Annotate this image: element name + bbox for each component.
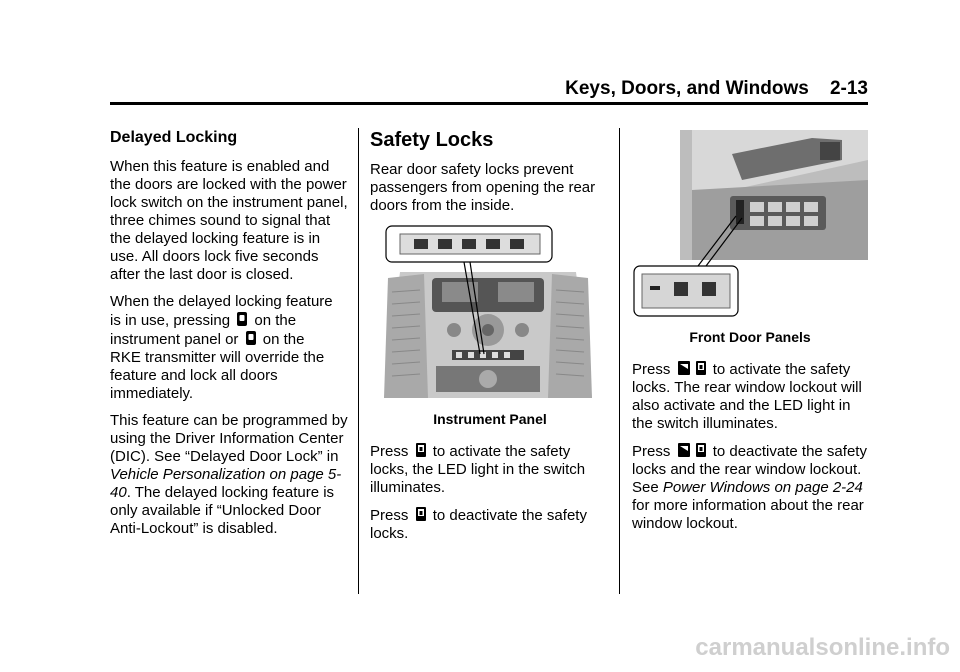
section-heading-safety-locks: Safety Locks [370, 129, 494, 151]
header-title: Keys, Doors, and Windows 2-13 [565, 78, 868, 99]
paragraph: Press to activate the safety locks, the LED light in the switch illuminates. [370, 443, 586, 496]
paragraph: When the delayed locking feature is in use, pressing on the instrument panel or on the RKE transmitter will override the feature and lock all doors immediately. [110, 293, 333, 402]
paragraph: This feature can be programmed by using the Driver Information Center (DIC). See “Delayed Door Lock” in Vehicle Personalization on page 5-40. The delayed locking feature is only available if “Unlocked Door Anti-Lockout” is disabled. [110, 412, 348, 537]
paragraph: Rear door safety locks prevent passengers from opening the rear doors from the inside. [370, 161, 596, 214]
cross-reference[interactable]: Vehicle Personalization on page 5-40 [110, 466, 342, 501]
column-divider-2 [619, 128, 620, 594]
safety-lock-icon [695, 360, 707, 376]
left-column [110, 128, 350, 547]
safety-lock-icon [415, 506, 427, 522]
lock-icon [236, 311, 248, 327]
front-door-panel-illustration [632, 130, 868, 320]
safety-lock-icon [415, 442, 427, 458]
paragraph: Press to activate the safety locks. The rear window lockout will also activate and the LED light in the switch illuminates. [632, 361, 862, 432]
page-number: 2-13 [829, 78, 868, 99]
paragraph: Press to deactivate the safety locks. [370, 507, 587, 542]
cross-reference[interactable]: Power Windows on page 2-24 [662, 479, 863, 496]
section-heading-delayed-locking: Delayed Locking [110, 129, 238, 146]
right-column [632, 328, 868, 542]
paragraph: Press to deactivate the safety locks and the rear window lockout. See Power Windows on page 2-24 for more information about the rear window lockout. [632, 443, 867, 532]
watermark: carmanualsonline.info [695, 634, 950, 661]
instrument-panel-illustration [380, 222, 596, 398]
column-divider-1 [358, 128, 359, 594]
window-lockout-icon [677, 442, 691, 458]
figure-caption: Instrument Panel [433, 411, 547, 427]
middle-column [370, 128, 610, 224]
figure-caption: Front Door Panels [689, 329, 811, 345]
header-rule [110, 102, 868, 105]
lock-icon [245, 330, 257, 346]
window-lockout-icon [677, 360, 691, 376]
paragraph: When this feature is enabled and the doors are locked with the power lock switch on the instrument panel, three chimes sound to signal that the delayed locking feature is in use. All doors lock five seconds after the last door is closed. [110, 158, 348, 283]
safety-lock-icon [695, 442, 707, 458]
middle-column-lower [370, 410, 610, 552]
